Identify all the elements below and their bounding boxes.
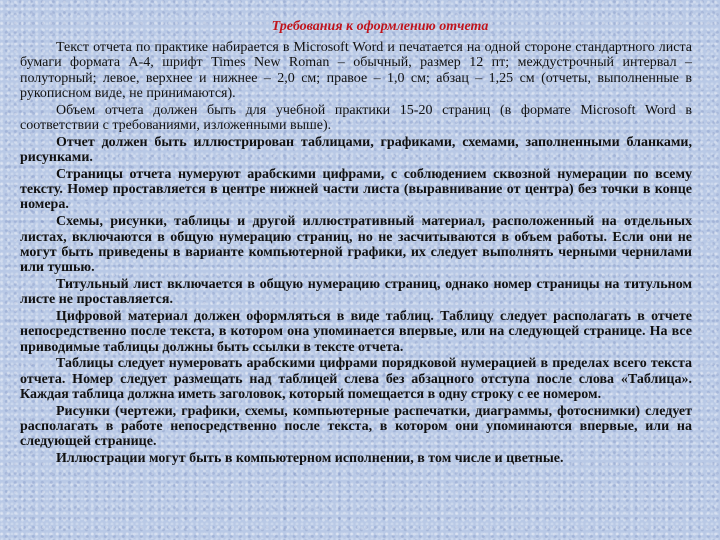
- paragraph-digital-material: Цифровой материал должен оформляться в виде таблиц. Таблицу следует располагать в отчете непосредственно после текста, в котором она упоминается впервые, или на следующей странице. На все приводимые таблицы должны быть ссылки в тексте отчета.: [20, 309, 692, 355]
- paragraph-volume: Объем отчета должен быть для учебной практики 15-20 страниц (в формате Microsoft Word в соответствии с требованиями, изложенными выше).: [20, 102, 692, 133]
- paragraph-text-format: Текст отчета по практике набирается в Microsoft Word и печатается на одной стороне стандартного листа бумаги формата А-4, шрифт Times New Roman – обычный, размер 12 пт; междустрочный интервал – полуторный; левое, верхнее и нижнее – 2,0 см; правое – 1,0 см; абзац – 1,25 см (отчеты, выполненные в рукописном виде, не принимаются).: [20, 40, 692, 101]
- paragraph-illustrations: Отчет должен быть иллюстрирован таблицами, графиками, схемами, заполненными бланками, рисунками.: [20, 134, 692, 166]
- paragraph-table-numbering: Таблицы следует нумеровать арабскими цифрами порядковой нумерацией в пределах всего текста отчета. Номер следует размещать над таблицей слева без абзацного отступа после слова «Таблица». Каждая таблица должна иметь заголовок, который помещается в одну строку с ее номером.: [20, 356, 692, 403]
- slide-body: [20, 40, 692, 468]
- paragraph-color-illustrations: Иллюстрации могут быть в компьютерном исполнении, в том числе и цветные.: [56, 451, 564, 467]
- paragraph-page-numbering: Страницы отчета нумеруют арабскими цифрами, с соблюдением сквозной нумерации по всему тексту. Номер проставляется в центре нижней части листа (выравнивание от центра) без точки в конце номера.: [20, 166, 692, 213]
- paragraph-schemes: Схемы, рисунки, таблицы и другой иллюстративный материал, расположенный на отдельных листах, включаются в общую нумерацию страниц, но не засчитываются в объем работы. Если они не могут быть приведены в варианте компьютерной графики, их следует выполнять черными чернилами или тушью.: [20, 214, 692, 276]
- slide-title: Требования к оформлению отчета: [271, 19, 489, 34]
- paragraph-title-page: Титульный лист включается в общую нумерацию страниц, однако номер страницы на титульном листе не проставляется.: [20, 276, 692, 308]
- paragraph-figures: Рисунки (чертежи, графики, схемы, компьютерные распечатки, диаграммы, фотоснимки) следует располагать в работе непосредственно после текста, в котором они упоминаются впервые, или на следующей странице.: [20, 403, 692, 450]
